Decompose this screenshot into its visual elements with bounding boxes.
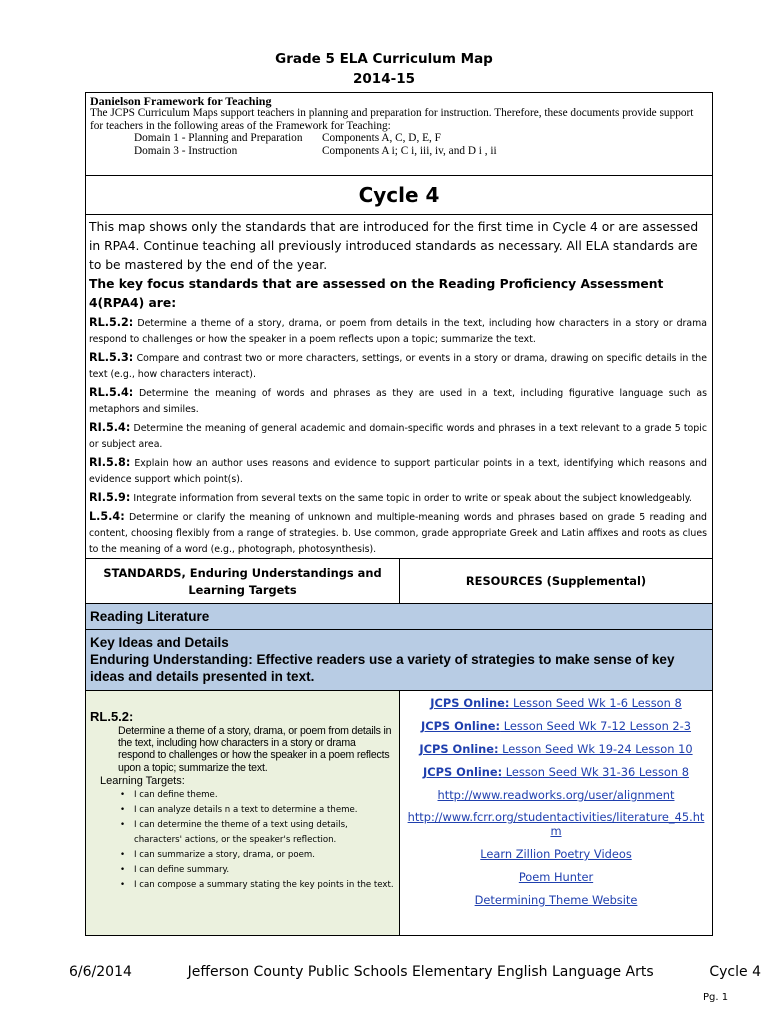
intro-focus: The key focus standards that are assessed on the Reading Proficiency Assessment 4(RPA4) are: [89, 277, 664, 310]
resource-link[interactable]: http://www.readworks.org/user/alignment [437, 788, 675, 802]
components-label: Components A, C, D, E, F [322, 132, 441, 145]
document-year: 2014-15 [353, 71, 415, 87]
learning-target: • I can summarize a story, drama, or poem. [90, 848, 395, 863]
domain-label: Domain 1 - Planning and Preparation [134, 132, 303, 145]
document-title: Grade 5 ELA Curriculum Map [275, 51, 493, 67]
learning-target: • I can determine the theme of a text using details, characters' actions, or the speaker's reflection. [90, 818, 395, 848]
learning-target: • I can define theme. [90, 788, 395, 803]
resource-text: Lesson Seed Wk 19-24 Lesson 10 [498, 742, 693, 756]
resource-prefix: JCPS Online: [430, 696, 510, 710]
resource-text: Lesson Seed Wk 1-6 Lesson 8 [509, 696, 682, 710]
page-footer [69, 964, 761, 980]
key-ideas-band [85, 629, 713, 691]
page-number: Pg. 1 [703, 992, 729, 1003]
intro-lead: This map shows only the standards that are introduced for the first time in Cycle 4 or are assessed in RPA4. Continue teaching all previously introduced standards as necessary. All ELA standards are to be mastered by the end of the year. [89, 220, 699, 272]
resource-link[interactable] [400, 718, 712, 735]
resources-column-header: RESOURCES (Supplemental) [465, 574, 647, 588]
standard-description: Determine a theme of a story, drama, or poem from details in the text, including how characters in a story or drama respond to challenges or how the speaker in a poem reflects upon a topic; summarize the text. [118, 725, 392, 774]
footer-school: Jefferson County Public Schools Elementary English Language Arts [187, 964, 654, 980]
table-header [85, 558, 713, 604]
standard-code: RI.5.8: [89, 456, 131, 469]
domain-label: Domain 3 - Instruction [134, 144, 238, 157]
learning-targets-list [90, 788, 395, 893]
standard-code: RL.5.2: [90, 709, 134, 724]
intro-box [85, 214, 713, 559]
section-band-reading-literature: Reading Literature [85, 603, 713, 630]
learning-target: • I can define summary. [90, 863, 395, 878]
components-label: Components A i; C i, iii, iv, and D i , ii [322, 144, 497, 157]
enduring-understanding: Enduring Understanding: Effective readers use a variety of strategies to make sense of key ideas and details presented in text. [90, 652, 675, 684]
standard-text: Determine the meaning of words and phrases as they are used in a text, including figurative language such as metaphors and similes. [89, 388, 707, 415]
standard-item [89, 455, 707, 488]
standard-code: RI.5.4: [89, 421, 131, 434]
resource-link[interactable] [400, 741, 712, 758]
standard-code: RI.5.9: [89, 491, 131, 504]
standard-text: Explain how an author uses reasons and evidence to support particular points in a text, identifying which reasons and evidence support which point(s). [89, 458, 708, 485]
resource-prefix: JCPS Online: [419, 742, 499, 756]
standard-code: RL.5.2: [89, 316, 134, 329]
standard-item [89, 509, 707, 558]
standard-text: Determine a theme of a story, drama, or poem from details in the text, including how characters in a story or drama respond to challenges or how the speaker in a poem reflects upon a topic; summarize the text. [89, 318, 708, 345]
section-title: Key Ideas and Details [90, 635, 229, 650]
danielson-heading: Danielson Framework for Teaching [90, 94, 272, 108]
resource-link[interactable]: Learn Zillion Poetry Videos [480, 847, 632, 861]
resource-link[interactable]: Determining Theme Website [474, 893, 638, 907]
standard-item [89, 315, 707, 348]
resource-text: Lesson Seed Wk 31-36 Lesson 8 [502, 765, 689, 779]
danielson-text: The JCPS Curriculum Maps support teachers in planning and preparation for instruction. Therefore, these documents provide support for teachers in the following areas of the Framework for Teaching: [90, 107, 694, 132]
resource-link[interactable] [400, 764, 712, 781]
cycle-heading: Cycle 4 [85, 175, 713, 215]
danielson-framework-box [85, 92, 713, 176]
standards-cell [86, 691, 400, 935]
resource-text: Lesson Seed Wk 7-12 Lesson 2-3 [500, 719, 692, 733]
standard-text: Compare and contrast two or more characters, settings, or events in a story or drama, drawing on specific details in the text (e.g., how characters interact). [89, 353, 708, 380]
standard-item [89, 385, 707, 418]
content-row [85, 690, 713, 936]
standard-text: Determine or clarify the meaning of unknown and multiple-meaning words and phrases based on grade 5 reading and content, choosing flexibly from a range of strategies. b. Use common, grade appropriate Greek and Latin affixes and roots as clues to the meaning of a word (e.g., photograph, photosynthesis). [89, 512, 707, 555]
danielson-row [90, 145, 708, 157]
footer-date: 6/6/2014 [69, 964, 132, 980]
resource-link[interactable]: http://www.fcrr.org/studentactivities/literature_45.htm [407, 810, 705, 838]
learning-target: • I can compose a summary stating the key points in the text. [90, 878, 395, 893]
standard-item [89, 490, 707, 507]
learning-target: • I can analyze details n a text to determine a theme. [90, 803, 395, 818]
resource-link[interactable]: Poem Hunter [518, 870, 594, 884]
resource-link[interactable] [400, 695, 712, 712]
standard-item [89, 420, 707, 453]
resource-prefix: JCPS Online: [420, 719, 501, 733]
resources-cell [400, 691, 712, 935]
standard-item [89, 350, 707, 383]
footer-cycle: Cycle 4 [709, 964, 761, 980]
standards-column-header: STANDARDS, Enduring Understandings and Learning Targets [86, 559, 400, 603]
learning-targets-label: Learning Targets: [100, 774, 185, 787]
standard-text: Integrate information from several texts on the same topic in order to write or speak about the subject knowledgeably. [133, 493, 692, 504]
standard-code: RL.5.4: [89, 386, 134, 399]
resource-prefix: JCPS Online: [423, 765, 503, 779]
standard-code: RL.5.3: [89, 351, 134, 364]
danielson-row [90, 132, 708, 144]
standard-code: L.5.4: [89, 510, 125, 523]
standard-text: Determine the meaning of general academic and domain-specific words and phrases in a text relevant to a grade 5 topic or subject area. [89, 423, 708, 450]
